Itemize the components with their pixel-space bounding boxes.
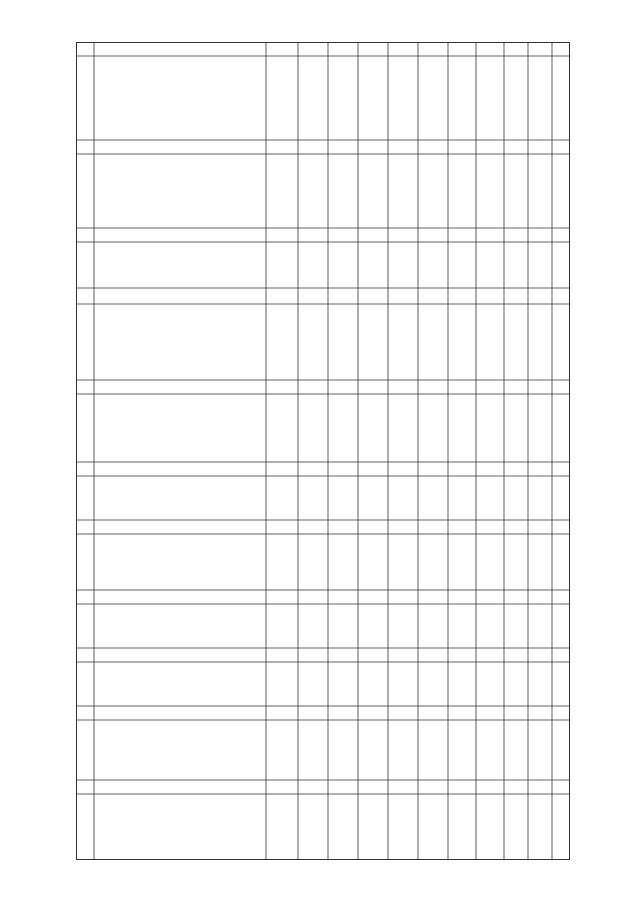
data-table [76,42,570,860]
table-grid [76,42,570,860]
